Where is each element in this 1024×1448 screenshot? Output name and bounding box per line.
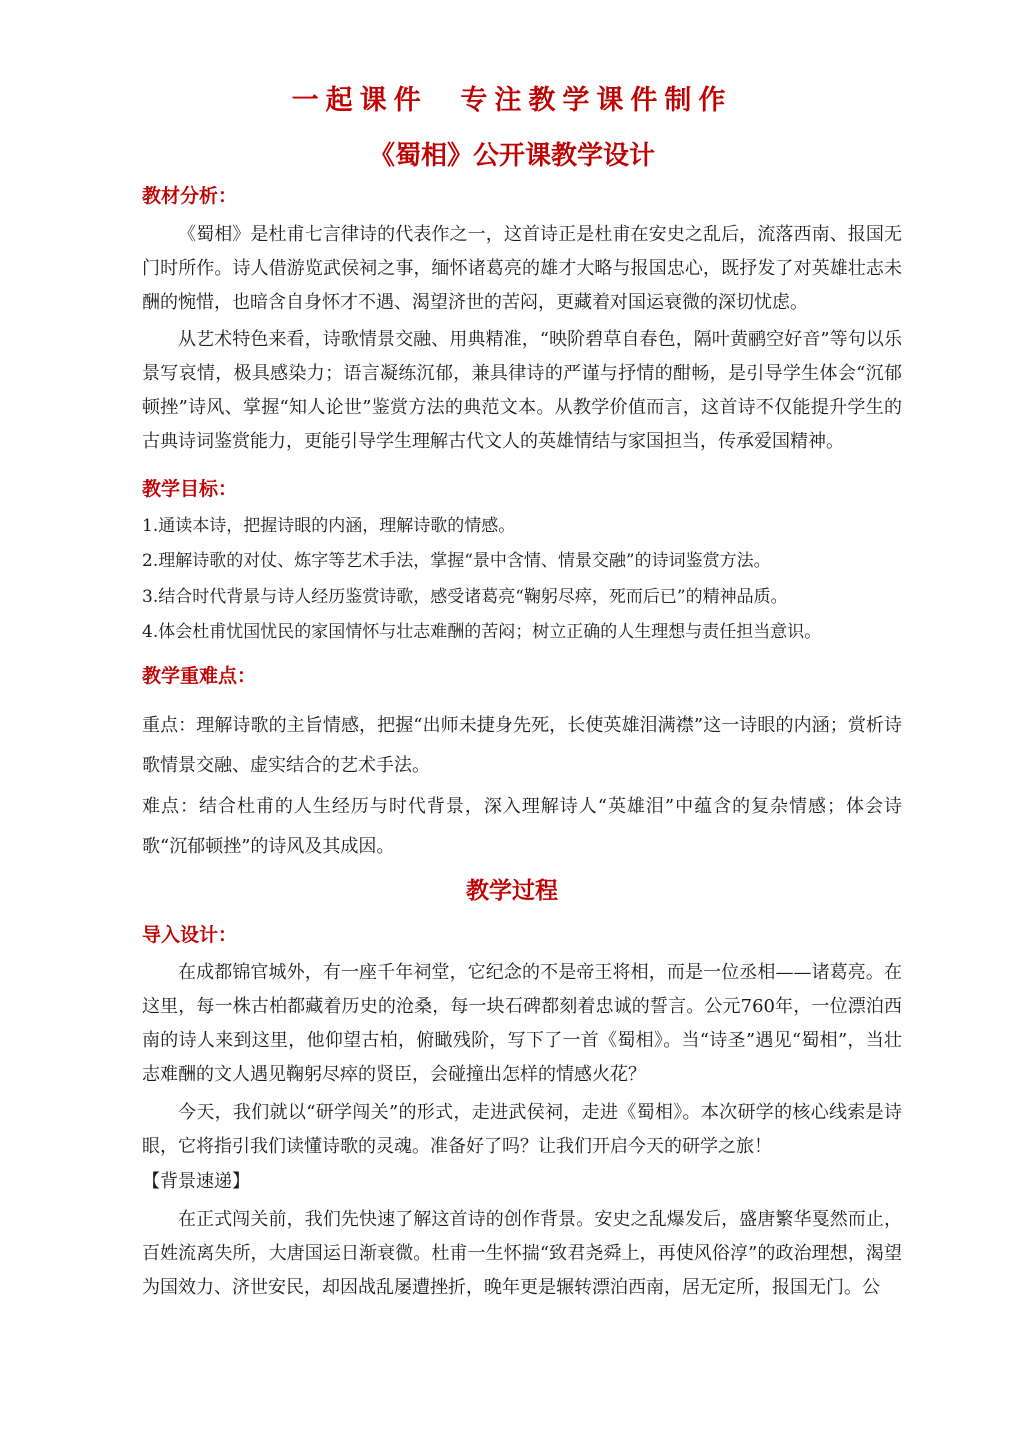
keypoints-heading: 教学重难点： [142,665,257,687]
document-title: 《蜀相》公开课教学设计 [368,141,655,171]
intro-paragraph-1: 在成都锦官城外，有一座千年祠堂，它纪念的不是帝王将相，而是一位丞相——诸葛亮。在这里，每一株古柏都藏着历史的沧桑，每一块石碑都刻着忠诚的誓言。公元760年，一位漂泊西南的诗人来到这里，他仰望古柏，俯瞰残阶，写下了一首《蜀相》。当“诗圣”遇见“蜀相”，当壮志难酬的文人遇见鞠躬尽瘁的贤臣，会碰撞出怎样的情感火花？ [142,962,902,1085]
analysis-paragraph-2: 从艺术特色来看，诗歌情景交融、用典精准，“映阶碧草自春色，隔叶黄鹂空好音”等句以乐景写哀情，极具感染力；语言凝练沉郁，兼具律诗的严谨与抒情的酣畅，是引导学生体会“沉郁顿挫”诗风、掌握“知人论世”鉴赏方法的典范文本。从教学价值而言，这首诗不仅能提升学生的古典诗词鉴赏能力，更能引导学生理解古代文人的英雄情结与家国担当，传承爱国精神。 [142,329,902,452]
analysis-paragraph-1: 《蜀相》是杜甫七言律诗的代表作之一，这首诗正是杜甫在安史之乱后，流落西南、报国无门时所作。诗人借游览武侯祠之事，缅怀诸葛亮的雄才大略与报国忠心，既抒发了对英雄壮志未酬的惋惜，也暗含自身怀才不遇、渴望济世的苦闷，更藏着对国运衰微的深切忧虑。 [142,224,902,313]
goal-item-1: 1.通读本诗，把握诗眼的内涵，理解诗歌的情感。 [142,516,516,536]
background-bracket-label: 【背景速递】 [142,1171,250,1192]
intro-paragraph-2: 今天，我们就以“研学闯关”的形式，走进武侯祠，走进《蜀相》。本次研学的核心线索是诗眼，它将指引我们读懂诗歌的灵魂。准备好了吗？让我们开启今天的研学之旅！ [142,1102,902,1157]
goal-item-3: 3.结合时代背景与诗人经历鉴赏诗歌，感受诸葛亮“鞠躬尽瘁，死而后已”的精神品质。 [142,587,788,607]
keypoints-difficult: 难点：结合杜甫的人生经历与时代背景，深入理解诗人“英雄泪”中蕴含的复杂情感；体会诗歌“沉郁顿挫”的诗风及其成因。 [142,796,902,857]
intro-paragraph-3: 在正式闯关前，我们先快速了解这首诗的创作背景。安史之乱爆发后，盛唐繁华戛然而止，百姓流离失所，大唐国运日渐衰微。杜甫一生怀揣“致君尧舜上，再使风俗淳”的政治理想，渴望为国效力、济世安民，却因战乱屡遭挫折，晚年更是辗转漂泊西南，居无定所，报国无门。公 [142,1209,902,1298]
intro-heading: 导入设计： [142,924,238,946]
goal-item-2: 2.理解诗歌的对仗、炼字等艺术手法，掌握“景中含情、情景交融”的诗词鉴赏方法。 [142,551,771,571]
keypoints-key: 重点：理解诗歌的主旨情感，把握“出师未捷身先死，长使英雄泪满襟”这一诗眼的内涵；赏析诗歌情景交融、虚实结合的艺术手法。 [142,715,902,776]
analysis-heading: 教材分析： [142,185,238,207]
process-heading: 教学过程 [466,877,558,904]
goals-heading: 教学目标： [142,478,238,500]
goal-item-4: 4.体会杜甫忧国忧民的家国情怀与壮志难酬的苦闷；树立正确的人生理想与责任担当意识。 [142,622,822,642]
header-title: 一起课件 专注教学课件制作 [291,85,733,116]
